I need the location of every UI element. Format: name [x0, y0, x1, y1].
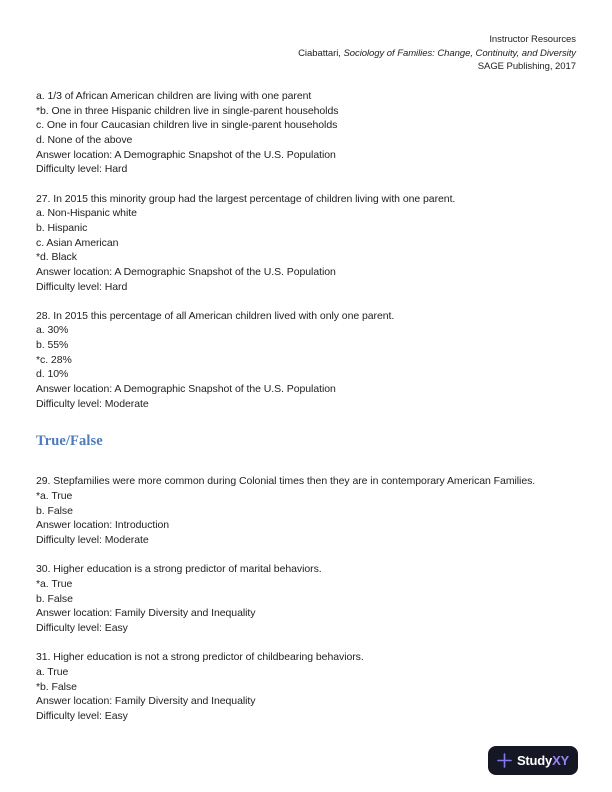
header-line-1: Instructor Resources: [489, 34, 576, 45]
answer-option-correct: *a. True: [36, 577, 73, 590]
answer-option: b. False: [36, 504, 73, 517]
question-text: 28. In 2015 this percentage of all American children lived with only one parent.: [36, 309, 395, 322]
question-text: 31. Higher education is not a strong predictor of childbearing behaviors.: [36, 651, 364, 664]
question-block-31: [36, 650, 578, 723]
answer-option-correct: *b. False: [36, 680, 77, 693]
difficulty-level: Difficulty level: Hard: [36, 163, 128, 176]
brand-wordmark: [517, 753, 569, 768]
answer-option: d. None of the above: [36, 133, 133, 146]
brand-suffix: XY: [552, 753, 570, 768]
question-block-26: [36, 89, 578, 177]
header-book-title: Sociology of Families: Change, Continuity, and Diversity: [343, 47, 576, 59]
question-text: 27. In 2015 this minority group had the largest percentage of children living with one parent.: [36, 192, 456, 205]
answer-option: b. False: [36, 592, 73, 605]
question-block-30: [36, 562, 578, 635]
section-heading-true-false: True/False: [36, 433, 103, 450]
answer-option-correct: *a. True: [36, 490, 73, 503]
answer-option: c. Asian American: [36, 236, 119, 249]
difficulty-level: Difficulty level: Hard: [36, 280, 128, 293]
difficulty-level: Difficulty level: Easy: [36, 621, 128, 634]
answer-option: b. 55%: [36, 339, 69, 352]
answer-option: a. True: [36, 665, 69, 678]
answer-location: Answer location: Introduction: [36, 519, 170, 532]
difficulty-level: Difficulty level: Moderate: [36, 397, 149, 410]
answer-option: d. 10%: [36, 368, 69, 381]
question-block-29: [36, 474, 578, 547]
studyxy-logo-badge: [488, 746, 578, 775]
answer-option: a. 30%: [36, 324, 69, 337]
answer-option-correct: *c. 28%: [36, 353, 72, 366]
plus-icon: [497, 753, 512, 768]
answer-location: Answer location: A Demographic Snapshot of the U.S. Population: [36, 383, 336, 396]
difficulty-level: Difficulty level: Moderate: [36, 534, 149, 547]
header-line-3: SAGE Publishing, 2017: [477, 61, 576, 72]
question-text: 29. Stepfamilies were more common during Colonial times then they are in contemporary American Families.: [36, 475, 536, 488]
answer-location: Answer location: A Demographic Snapshot of the U.S. Population: [36, 148, 336, 161]
answer-option: a. Non-Hispanic white: [36, 207, 137, 220]
answer-location: Answer location: Family Diversity and Inequality: [36, 607, 256, 620]
header-author: Ciabattari,: [298, 47, 344, 59]
question-text: 30. Higher education is a strong predictor of marital behaviors.: [36, 563, 322, 576]
header-line-2: [36, 47, 576, 61]
answer-location: Answer location: A Demographic Snapshot of the U.S. Population: [36, 265, 336, 278]
answer-option-correct: *b. One in three Hispanic children live in single-parent households: [36, 104, 339, 117]
answer-option: a. 1/3 of African American children are living with one parent: [36, 90, 312, 102]
answer-location: Answer location: Family Diversity and Inequality: [36, 695, 256, 708]
brand-prefix: Study: [516, 753, 553, 768]
difficulty-level: Difficulty level: Easy: [36, 709, 128, 722]
answer-option: c. One in four Caucasian children live in single-parent households: [36, 119, 338, 132]
question-block-28: [36, 309, 578, 412]
answer-option: b. Hispanic: [36, 221, 88, 234]
document-body: [36, 89, 578, 738]
answer-option-correct: *d. Black: [36, 251, 77, 264]
page-header: [36, 33, 576, 74]
question-block-27: [36, 192, 578, 295]
